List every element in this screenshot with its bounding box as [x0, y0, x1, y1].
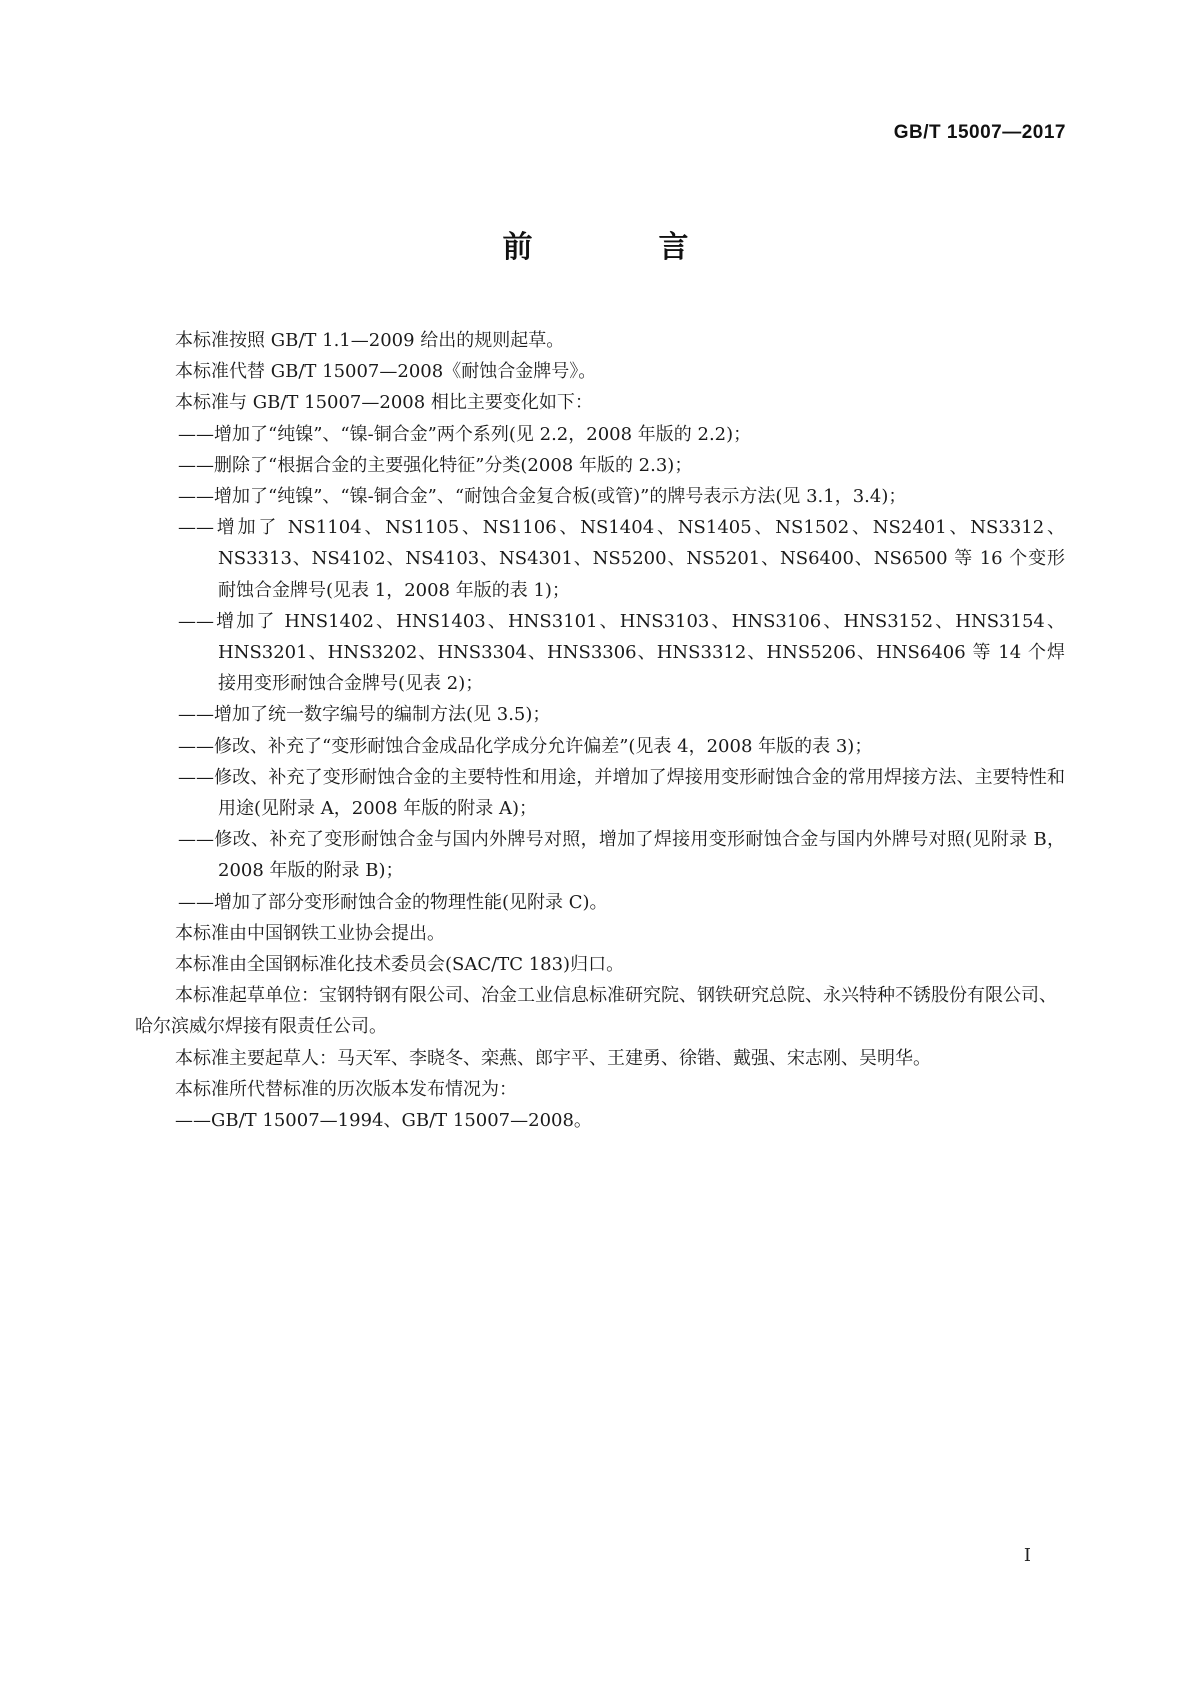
- change-item: ——增加了 HNS1402、HNS1403、HNS3101、HNS3103、HNS3106、HNS3152、HNS3154、HNS3201、HNS3202、HNS3304、HNS3306、HNS3312、HNS5206、HNS6406 等 14 个焊接用变形耐蚀合金牌号(见表 2)；: [178, 610, 1065, 695]
- history-item: ——GB/T 15007—1994、GB/T 15007—2008。: [175, 1110, 592, 1132]
- paragraph: 本标准由中国钢铁工业协会提出。: [175, 922, 445, 944]
- change-item: ——修改、补充了变形耐蚀合金与国内外牌号对照，增加了焊接用变形耐蚀合金与国内外牌号对照(见附录 B，2008 年版的附录 B)；: [178, 829, 1065, 882]
- paragraph: 本标准主要起草人：马天军、李晓冬、栾燕、郎宇平、王建勇、徐锴、戴强、宋志刚、吴明华。: [175, 1047, 931, 1069]
- page-title: 前 言: [502, 230, 737, 265]
- change-item: ——修改、补充了“变形耐蚀合金成品化学成分允许偏差”(见表 4，2008 年版的表 3)；: [178, 735, 873, 757]
- paragraph: 本标准起草单位：宝钢特钢有限公司、冶金工业信息标准研究院、钢铁研究总院、永兴特种不锈股份有限公司、哈尔滨威尔焊接有限责任公司。: [135, 985, 1057, 1038]
- change-item: ——增加了统一数字编号的编制方法(见 3.5)；: [178, 704, 551, 726]
- paragraph: 本标准按照 GB/T 1.1—2009 给出的规则起草。: [175, 330, 565, 351]
- change-item: ——增加了 NS1104、NS1105、NS1106、NS1404、NS1405、NS1502、NS2401、NS3312、NS3313、NS4102、NS4103、NS4301、NS5200、NS5201、NS6400、NS6500 等 16 个变形耐蚀合金牌号(见表 1，2008 年版的表 1)；: [178, 517, 1065, 601]
- change-item: ——删除了“根据合金的主要强化特征”分类(2008 年版的 2.3)；: [178, 454, 693, 476]
- standard-code: GB/T 15007—2017: [893, 122, 1066, 143]
- foreword-body: [135, 325, 1065, 1136]
- change-item: ——增加了部分变形耐蚀合金的物理性能(见附录 C)。: [178, 891, 608, 913]
- page-number: I: [1023, 1545, 1031, 1566]
- paragraph: 本标准所代替标准的历次版本发布情况为：: [175, 1078, 517, 1100]
- change-item: ——增加了“纯镍”、“镍-铜合金”、“耐蚀合金复合板(或管)”的牌号表示方法(见 3.1，3.4)；: [178, 486, 907, 508]
- paragraph: 本标准由全国钢标准化技术委员会(SAC/TC 183)归口。: [175, 954, 625, 976]
- change-item: ——修改、补充了变形耐蚀合金的主要特性和用途，并增加了焊接用变形耐蚀合金的常用焊接方法、主要特性和用途(见附录 A，2008 年版的附录 A)；: [178, 766, 1065, 820]
- change-item: ——增加了“纯镍”、“镍-铜合金”两个系列(见 2.2，2008 年版的 2.2)；: [178, 423, 752, 445]
- paragraph: 本标准与 GB/T 15007—2008 相比主要变化如下：: [175, 392, 593, 414]
- paragraph: 本标准代替 GB/T 15007—2008《耐蚀合金牌号》。: [175, 361, 597, 383]
